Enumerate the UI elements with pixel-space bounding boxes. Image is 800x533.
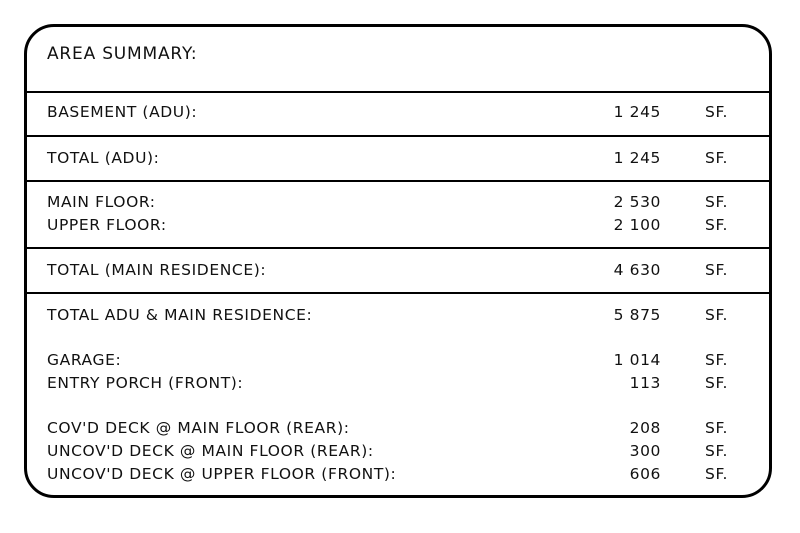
row-value: 300: [629, 442, 661, 460]
row-label: ENTRY PORCH (FRONT):: [47, 374, 244, 392]
table-row: [27, 441, 769, 461]
row-value: 2 530: [613, 193, 661, 211]
row-label: UNCOV'D DECK @ MAIN FLOOR (REAR):: [47, 442, 374, 460]
row-label: MAIN FLOOR:: [47, 193, 156, 211]
row-unit: SF.: [705, 149, 728, 167]
row-value: 2 100: [613, 216, 661, 234]
table-row: [27, 192, 769, 212]
table-row: [27, 102, 769, 122]
row-unit: SF.: [705, 193, 728, 211]
table-row: [27, 350, 769, 370]
table-row: [27, 464, 769, 484]
row-label: BASEMENT (ADU):: [47, 103, 198, 121]
row-unit: SF.: [705, 465, 728, 483]
row-label: TOTAL (ADU):: [47, 149, 160, 167]
row-label: UPPER FLOOR:: [47, 216, 167, 234]
row-unit: SF.: [705, 261, 728, 279]
row-value: 1 014: [613, 351, 661, 369]
table-row: [27, 148, 769, 168]
row-value: 5 875: [613, 306, 661, 324]
divider: [27, 91, 769, 93]
row-unit: SF.: [705, 216, 728, 234]
divider: [27, 247, 769, 249]
table-row: [27, 215, 769, 235]
row-label: COV'D DECK @ MAIN FLOOR (REAR):: [47, 419, 350, 437]
row-unit: SF.: [705, 351, 728, 369]
row-value: 1 245: [613, 149, 661, 167]
row-unit: SF.: [705, 306, 728, 324]
table-title: AREA SUMMARY:: [47, 44, 198, 64]
table-row: [27, 373, 769, 393]
table-row: [27, 305, 769, 325]
table-row: [27, 260, 769, 280]
area-summary-table: [24, 24, 772, 498]
row-value: 606: [629, 465, 661, 483]
row-value: 208: [629, 419, 661, 437]
row-label: TOTAL (MAIN RESIDENCE):: [47, 261, 267, 279]
divider: [27, 292, 769, 294]
row-label: TOTAL ADU & MAIN RESIDENCE:: [47, 306, 313, 324]
divider: [27, 135, 769, 137]
row-unit: SF.: [705, 374, 728, 392]
table-row: [27, 418, 769, 438]
row-value: 113: [629, 374, 661, 392]
row-value: 1 245: [613, 103, 661, 121]
row-value: 4 630: [613, 261, 661, 279]
row-label: GARAGE:: [47, 351, 122, 369]
row-unit: SF.: [705, 103, 728, 121]
row-unit: SF.: [705, 442, 728, 460]
row-unit: SF.: [705, 419, 728, 437]
row-label: UNCOV'D DECK @ UPPER FLOOR (FRONT):: [47, 465, 397, 483]
divider: [27, 180, 769, 182]
